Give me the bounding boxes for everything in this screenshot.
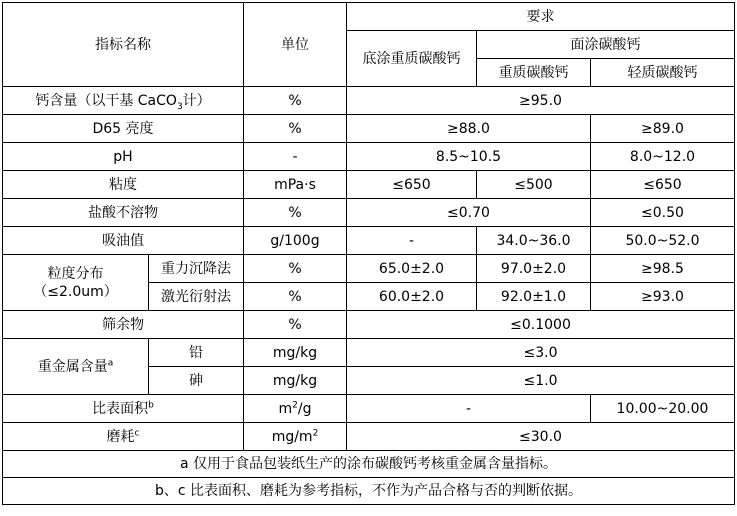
row-unit: $m^2/g$ xyxy=(244,395,347,423)
row-unit: g/100g xyxy=(244,227,347,255)
row-unit: % xyxy=(244,283,347,311)
row-unit: % xyxy=(244,87,347,115)
specification-table xyxy=(2,2,735,505)
row-unit: - xyxy=(244,143,347,171)
row-value: 65.0±2.0 xyxy=(347,255,477,283)
row-unit: % xyxy=(244,311,347,339)
table-row-note-2 xyxy=(3,478,735,505)
row-value: ≤0.70 xyxy=(347,199,591,227)
table-row-oil-absorption xyxy=(3,227,735,255)
row-name: 吸油值 xyxy=(3,227,244,255)
row-value: 97.0±2.0 xyxy=(477,255,591,283)
row-name: 磨耗$^c$ xyxy=(3,423,244,451)
row-value: ≥89.0 xyxy=(591,115,735,143)
row-value: ≤0.1000 xyxy=(347,311,735,339)
table-row-insoluble xyxy=(3,199,735,227)
row-name: 钙含量（以干基 CaCO$_3$计） xyxy=(3,87,244,115)
row-value: - xyxy=(347,227,477,255)
row-unit: % xyxy=(244,199,347,227)
row-element: 铅 xyxy=(149,339,244,367)
row-value: 8.5~10.5 xyxy=(347,143,591,171)
row-unit: mPa·s xyxy=(244,171,347,199)
row-unit: % xyxy=(244,115,347,143)
header-light-calcium: 轻质碳酸钙 xyxy=(591,59,735,87)
row-value: 92.0±1.0 xyxy=(477,283,591,311)
table-row-ph xyxy=(3,143,735,171)
row-name: 比表面积$^b$ xyxy=(3,395,244,423)
row-name: D65 亮度 xyxy=(3,115,244,143)
row-value: ≥88.0 xyxy=(347,115,591,143)
table-row-abrasion xyxy=(3,423,735,451)
row-unit: mg/kg xyxy=(244,339,347,367)
row-value: ≤3.0 xyxy=(347,339,735,367)
table-row-calcium xyxy=(3,87,735,115)
row-value: ≤650 xyxy=(347,171,477,199)
row-value: ≤30.0 xyxy=(347,423,735,451)
row-name: pH xyxy=(3,143,244,171)
header-unit: 单位 xyxy=(244,3,347,87)
header-base-coat: 底涂重质碳酸钙 xyxy=(347,31,477,87)
row-value: ≥98.5 xyxy=(591,255,735,283)
row-name-particle: 粒度分布 （≤2.0um） xyxy=(3,255,149,311)
row-method: 重力沉降法 xyxy=(149,255,244,283)
row-name: 盐酸不溶物 xyxy=(3,199,244,227)
row-value: 10.00~20.00 xyxy=(591,395,735,423)
row-value: ≥95.0 xyxy=(347,87,735,115)
row-value: - xyxy=(347,395,591,423)
table-row-heavy-metal-lead xyxy=(3,339,735,367)
row-value: ≥93.0 xyxy=(591,283,735,311)
row-value: 34.0~36.0 xyxy=(477,227,591,255)
table-row-d65 xyxy=(3,115,735,143)
header-requirement: 要求 xyxy=(347,3,735,31)
table-row-note-1 xyxy=(3,451,735,478)
row-value: ≤650 xyxy=(591,171,735,199)
row-unit: mg/kg xyxy=(244,367,347,395)
row-value: ≤0.50 xyxy=(591,199,735,227)
row-unit: $mg/m^2$ xyxy=(244,423,347,451)
row-element: 砷 xyxy=(149,367,244,395)
footnote-bc: b、c 比表面积、磨耗为参考指标，不作为产品合格与否的判断依据。 xyxy=(3,478,735,505)
footnote-a: a 仅用于食品包装纸生产的涂布碳酸钙考核重金属含量指标。 xyxy=(3,451,735,478)
row-value: 60.0±2.0 xyxy=(347,283,477,311)
row-value: 8.0~12.0 xyxy=(591,143,735,171)
row-value: 50.0~52.0 xyxy=(591,227,735,255)
row-value: ≤1.0 xyxy=(347,367,735,395)
row-name-heavy-metal: 重金属含量$^a$ xyxy=(3,339,149,395)
table-row-viscosity xyxy=(3,171,735,199)
table-row-particle-gravity xyxy=(3,255,735,283)
table-row-sieve xyxy=(3,311,735,339)
row-value: ≤500 xyxy=(477,171,591,199)
header-heavy-calcium: 重质碳酸钙 xyxy=(477,59,591,87)
row-method: 激光衍射法 xyxy=(149,283,244,311)
header-top-coat: 面涂碳酸钙 xyxy=(477,31,735,59)
row-name: 筛余物 xyxy=(3,311,244,339)
header-indicator-name: 指标名称 xyxy=(3,3,244,87)
row-unit: % xyxy=(244,255,347,283)
row-name: 粘度 xyxy=(3,171,244,199)
table-row-surface-area xyxy=(3,395,735,423)
